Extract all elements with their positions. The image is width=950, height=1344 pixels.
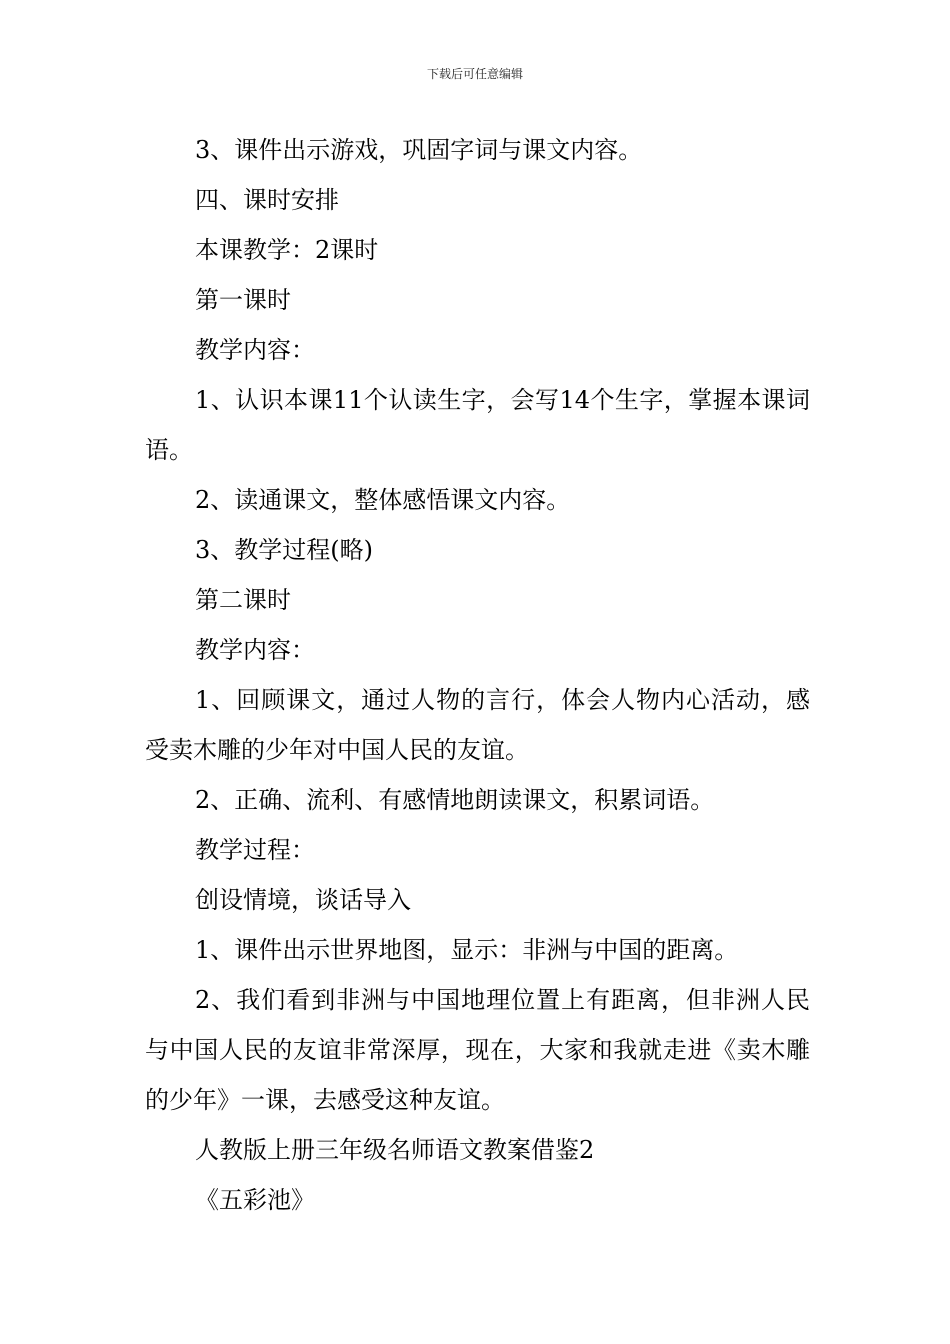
paragraph: 第二课时 [195,586,291,614]
paragraph: 2、读通课文，整体感悟课文内容。 [195,486,571,514]
paragraph: 2、我们看到非洲与中国地理位置上有距离，但非洲人民与中国人民的友谊非常深厚，现在，大家和我就走进《卖木雕的少年》一课，去感受这种友谊。 [145,986,810,1114]
paragraph: 四、课时安排 [195,186,339,214]
paragraph: 1、回顾课文，通过人物的言行，体会人物内心活动，感受卖木雕的少年对中国人民的友谊。 [145,686,810,764]
paragraph: 人教版上册三年级名师语文教案借鉴2 [195,1136,595,1164]
paragraph: 教学过程： [195,836,315,864]
paragraph: 《五彩池》 [195,1186,315,1214]
paragraph: 第一课时 [195,286,291,314]
paragraph: 2、正确、流利、有感情地朗读课文，积累词语。 [195,786,715,814]
paragraph: 1、认识本课11个认读生字，会写14个生字，掌握本课词语。 [145,386,810,464]
paragraph: 教学内容： [195,336,315,364]
page-header: 下载后可任意编辑 [426,67,523,81]
paragraph: 3、课件出示游戏，巩固字词与课文内容。 [195,136,643,164]
document-body [145,125,810,1225]
paragraph: 3、教学过程(略) [195,536,373,564]
paragraph: 本课教学：2课时 [195,236,379,264]
paragraph: 1、课件出示世界地图，显示：非洲与中国的距离。 [195,936,739,964]
paragraph: 教学内容： [195,636,315,664]
paragraph: 创设情境，谈话导入 [195,886,411,914]
